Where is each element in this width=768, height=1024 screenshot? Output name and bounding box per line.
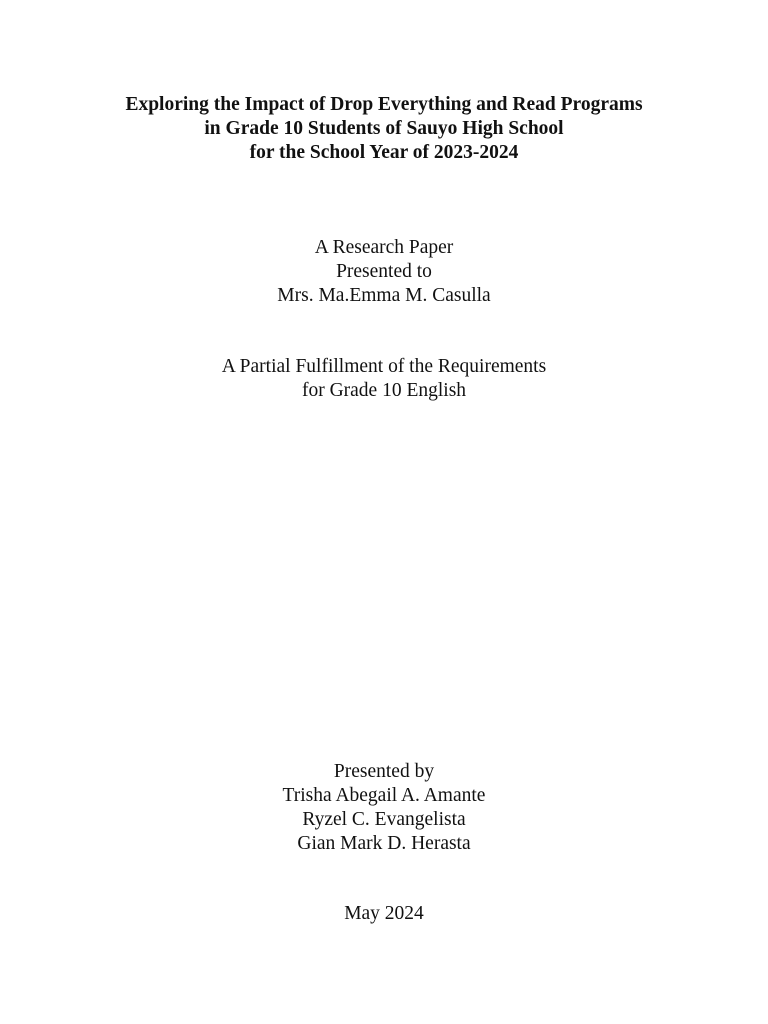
title-line: in Grade 10 Students of Sauyo High School — [204, 118, 564, 139]
purpose-line: A Partial Fulfillment of the Requirements — [221, 356, 547, 377]
author-name: Trisha Abegail A. Amante — [282, 785, 486, 806]
author-name: Gian Mark D. Herasta — [297, 833, 471, 854]
presented-by-label: Presented by — [333, 761, 435, 782]
submission-date: May 2024 — [344, 903, 424, 924]
course-line: for Grade 10 English — [301, 380, 467, 401]
date-block — [0, 902, 768, 926]
purpose-block — [0, 355, 768, 403]
presented-to-label: Presented to — [336, 261, 432, 282]
authors-block — [0, 760, 768, 856]
paper-title — [0, 93, 768, 165]
author-name: Ryzel C. Evangelista — [302, 809, 466, 830]
title-line: for the School Year of 2023-2024 — [249, 142, 519, 163]
title-line: Exploring the Impact of Drop Everything and Read Programs — [125, 94, 643, 115]
presentation-block — [0, 236, 768, 308]
teacher-name: Mrs. Ma.Emma M. Casulla — [277, 285, 491, 306]
document-type: A Research Paper — [314, 237, 454, 258]
